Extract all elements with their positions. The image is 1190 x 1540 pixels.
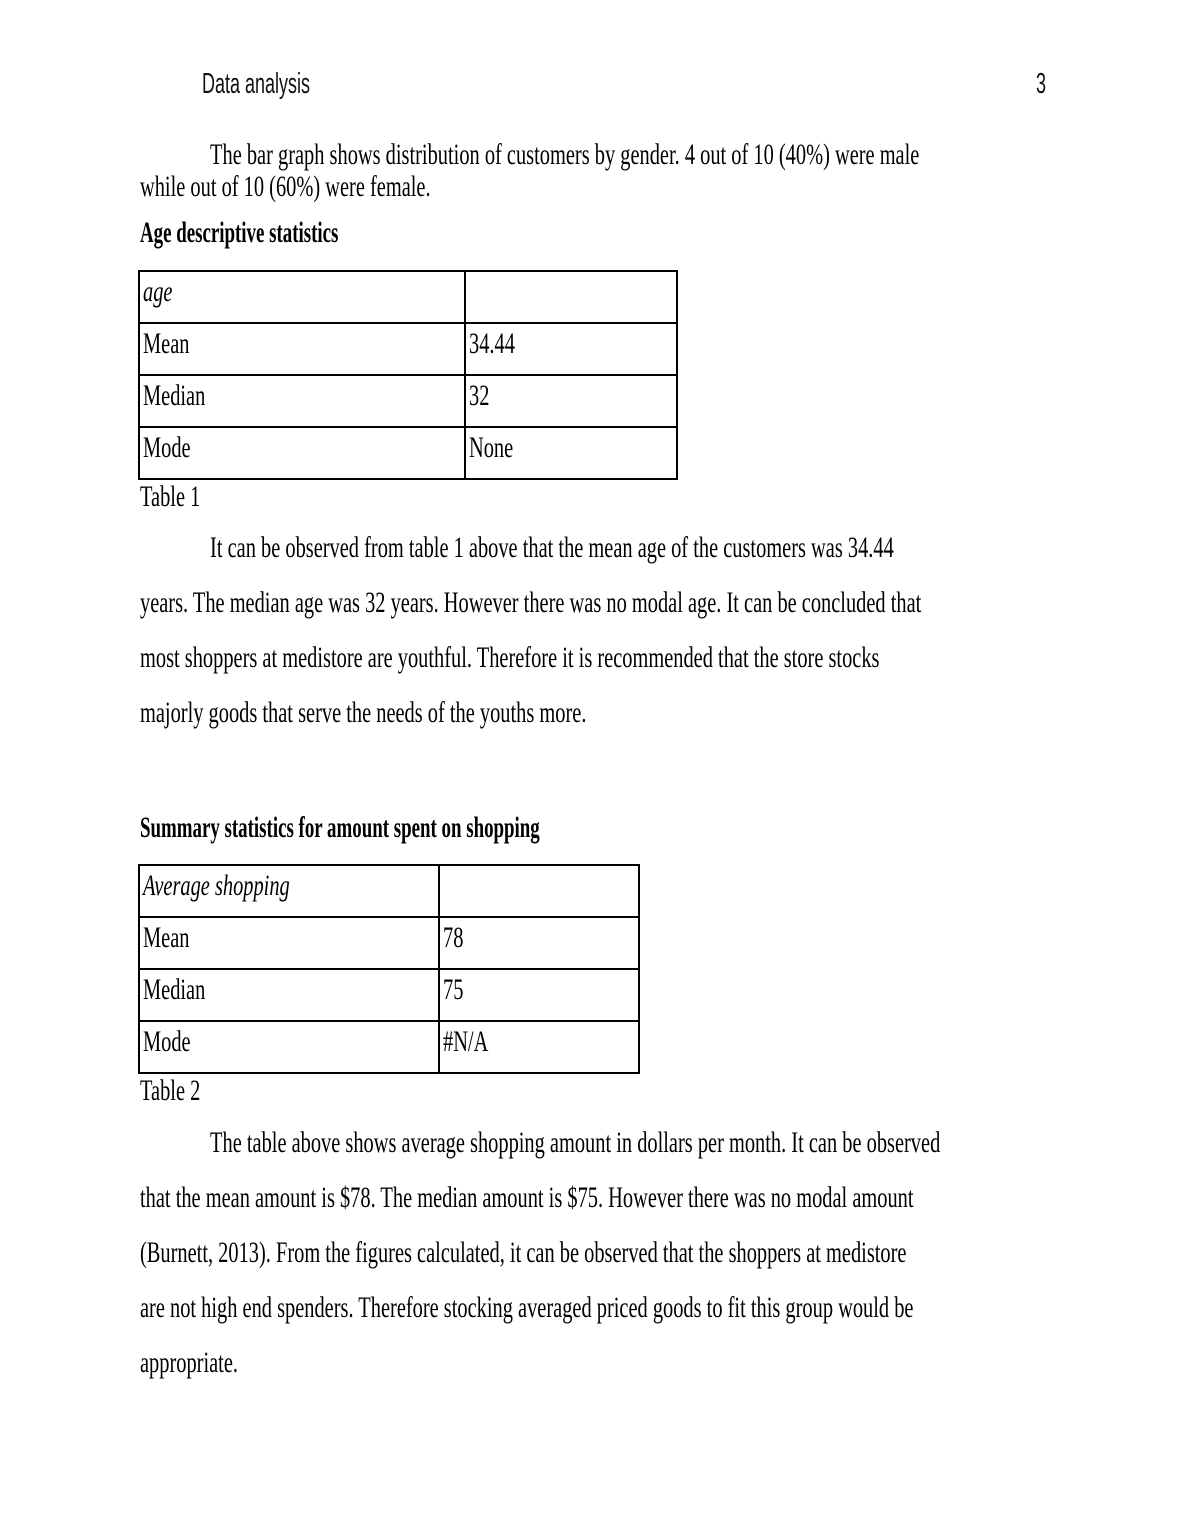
- cell-value: 75: [443, 973, 464, 1006]
- table-cell: [139, 865, 439, 917]
- table-cell: [439, 969, 639, 1021]
- cell-value: 32: [469, 379, 490, 412]
- text-line: majorly goods that serve the needs of the youths more.: [140, 696, 587, 729]
- paragraph-shopping-analysis: [140, 1115, 1070, 1390]
- text-line: are not high end spenders. Therefore stocking averaged priced goods to fit this group would be: [140, 1291, 914, 1324]
- table-row: [139, 865, 639, 917]
- cell-label: Mode: [143, 1025, 191, 1058]
- table-cell: [465, 323, 677, 375]
- cell-label: Mean: [143, 327, 190, 360]
- table-cell: [139, 1021, 439, 1073]
- cell-value: 34.44: [469, 327, 515, 360]
- table-row: [139, 323, 677, 375]
- section-heading-age: Age descriptive statistics: [140, 216, 339, 249]
- text-line: The table above shows average shopping amount in dollars per month. It can be observed: [210, 1126, 941, 1159]
- cell-value: 78: [443, 921, 464, 954]
- table-cell: [139, 427, 465, 479]
- table-cell: [139, 917, 439, 969]
- cell-label: Mean: [143, 921, 190, 954]
- cell-value: None: [469, 431, 514, 464]
- table-cell: [439, 865, 639, 917]
- cell-label: Mode: [143, 431, 191, 464]
- paragraph-age-analysis: [140, 520, 1070, 740]
- table-header-label: age: [143, 275, 173, 308]
- text-line: The bar graph shows distribution of customers by gender. 4 out of 10 (40%) were male: [210, 138, 920, 171]
- table-row: [139, 1021, 639, 1073]
- text-line: years. The median age was 32 years. However there was no modal age. It can be concluded that: [140, 586, 922, 619]
- table-row: [139, 271, 677, 323]
- table-cell: [465, 427, 677, 479]
- table-caption: Table 1: [140, 480, 201, 513]
- table-row: [139, 917, 639, 969]
- text-line: that the mean amount is $78. The median amount is $75. However there was no modal amount: [140, 1181, 914, 1214]
- paragraph-gender: [140, 139, 1070, 203]
- table-cell: [439, 1021, 639, 1073]
- page-number: 3: [1036, 68, 1047, 100]
- table-cell: [139, 969, 439, 1021]
- header-title: Data analysis: [202, 68, 310, 100]
- table-cell: [139, 375, 465, 427]
- table-age: [138, 270, 678, 480]
- table-row: [139, 375, 677, 427]
- table-shopping: [138, 864, 640, 1074]
- text-line: It can be observed from table 1 above that the mean age of the customers was 34.44: [210, 531, 894, 564]
- table-caption: Table 2: [140, 1074, 201, 1107]
- table-row: [139, 427, 677, 479]
- text-line: (Burnett, 2013). From the figures calculated, it can be observed that the shoppers at medistore: [140, 1236, 907, 1269]
- table-cell: [465, 271, 677, 323]
- text-line: appropriate.: [140, 1346, 238, 1379]
- cell-label: Median: [143, 973, 206, 1006]
- table-cell: [465, 375, 677, 427]
- table-cell: [139, 323, 465, 375]
- table-row: [139, 969, 639, 1021]
- cell-label: Median: [143, 379, 206, 412]
- text-line: while out of 10 (60%) were female.: [140, 170, 431, 203]
- table-cell: [139, 271, 465, 323]
- section-heading-shopping: Summary statistics for amount spent on shopping: [140, 811, 540, 844]
- cell-value: #N/A: [443, 1025, 489, 1058]
- text-line: most shoppers at medistore are youthful. Therefore it is recommended that the store stocks: [140, 641, 880, 674]
- table-cell: [439, 917, 639, 969]
- table-header-label: Average shopping: [143, 869, 290, 902]
